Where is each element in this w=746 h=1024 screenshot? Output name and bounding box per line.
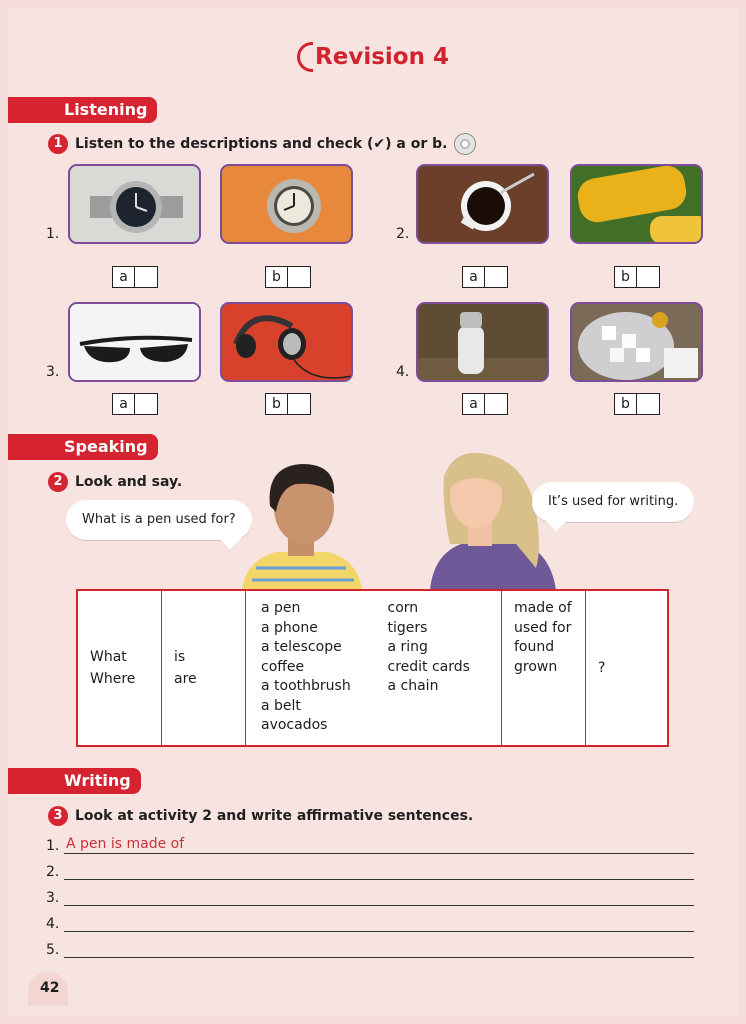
photo-sunglasses — [68, 302, 201, 382]
item-number-1: 1. — [46, 226, 60, 242]
table-cell: avocados — [261, 717, 328, 733]
writing-line-2 — [46, 862, 694, 880]
table-cell: corn — [387, 600, 419, 616]
activity2-text: Look and say. — [75, 474, 183, 490]
option-b-2[interactable] — [614, 266, 660, 288]
checkbox[interactable] — [637, 267, 659, 287]
table-col-participle — [502, 591, 586, 745]
answer-line[interactable] — [64, 888, 694, 906]
option-label: b — [266, 267, 288, 287]
table-cell: made of — [514, 600, 572, 616]
table-cell: are — [174, 671, 197, 687]
item-number-4: 4. — [396, 364, 410, 380]
line-number: 1. — [46, 838, 60, 854]
line-number: 5. — [46, 942, 60, 958]
speaking-kids-photo — [236, 448, 566, 590]
activity2-instruction — [48, 472, 182, 492]
photo-headphones — [220, 302, 353, 382]
table-cell: a pen — [261, 600, 301, 616]
table-cell: a toothbrush — [261, 678, 351, 694]
item-number-2: 2. — [396, 226, 410, 242]
option-label: b — [615, 394, 637, 414]
table-col-verb — [162, 591, 246, 745]
activity3-instruction — [48, 806, 473, 826]
checkbox[interactable] — [485, 267, 507, 287]
option-label: a — [463, 267, 485, 287]
table-cell: is — [174, 649, 186, 665]
checkbox[interactable] — [288, 394, 310, 414]
table-cell: found — [514, 639, 555, 655]
option-label: b — [266, 394, 288, 414]
section-tab-writing: Writing — [8, 768, 141, 794]
photo-sugar-cubes — [570, 302, 703, 382]
line-number: 2. — [46, 864, 60, 880]
table-cell: a ring — [387, 639, 428, 655]
speech-bubble-question: What is a pen used for? — [66, 500, 252, 540]
example-answer: A pen is made of — [66, 836, 185, 852]
table-cell: grown — [514, 658, 558, 675]
option-a-2[interactable] — [462, 266, 508, 288]
activity3-text: Look at activity 2 and write affirmative sentences. — [75, 808, 474, 824]
checkbox[interactable] — [135, 267, 157, 287]
table-col-nouns — [246, 591, 502, 745]
option-label: a — [113, 267, 135, 287]
table-cell: credit cards — [387, 658, 470, 675]
activity1-text: Listen to the descriptions and check (✔) a or b. — [75, 136, 448, 152]
option-b-4[interactable] — [614, 393, 660, 415]
option-label: a — [463, 394, 485, 414]
table-cell: a phone — [261, 619, 318, 636]
writing-line-3 — [46, 888, 694, 906]
activity-number-badge: 2 — [48, 472, 68, 492]
page-number: 42 — [28, 972, 68, 1006]
option-b-3[interactable] — [265, 393, 311, 415]
option-a-3[interactable] — [112, 393, 158, 415]
speech-bubble-answer: It’s used for writing. — [532, 482, 694, 522]
section-tab-speaking: Speaking — [8, 434, 158, 460]
activity1-instruction — [48, 133, 476, 155]
substitution-table — [76, 589, 669, 747]
option-label: b — [615, 267, 637, 287]
option-a-1[interactable] — [112, 266, 158, 288]
activity-number-badge: 3 — [48, 806, 68, 826]
option-a-4[interactable] — [462, 393, 508, 415]
page-title: Revision 4 — [0, 42, 746, 72]
photo-wristwatch — [68, 164, 201, 244]
answer-line[interactable] — [64, 914, 694, 932]
table-cell: coffee — [261, 658, 305, 675]
line-number: 3. — [46, 890, 60, 906]
nouns-list-1 — [246, 599, 374, 745]
table-cell: tigers — [387, 619, 428, 636]
answer-line[interactable] — [64, 940, 694, 958]
table-cell: a telescope — [261, 639, 342, 655]
nouns-list-2 — [374, 599, 502, 745]
table-cell: a belt — [261, 697, 301, 714]
table-col-question-mark — [586, 591, 667, 745]
table-cell: ? — [598, 660, 606, 676]
photo-corn — [570, 164, 703, 244]
photo-salt-shaker — [416, 302, 549, 382]
table-cell: What — [90, 649, 127, 665]
table-cell: used for — [514, 619, 572, 636]
checkbox[interactable] — [637, 394, 659, 414]
item-number-3: 3. — [46, 364, 60, 380]
table-cell: a chain — [387, 678, 439, 694]
checkbox[interactable] — [135, 394, 157, 414]
activity-number-badge: 1 — [48, 134, 68, 154]
answer-line[interactable] — [64, 836, 694, 854]
line-number: 4. — [46, 916, 60, 932]
answer-line[interactable] — [64, 862, 694, 880]
photo-wall-clock — [220, 164, 353, 244]
table-col-question-word — [78, 591, 162, 745]
option-b-1[interactable] — [265, 266, 311, 288]
table-cell: Where — [90, 671, 136, 687]
option-label: a — [113, 394, 135, 414]
section-tab-listening: Listening — [8, 97, 157, 123]
photo-coffee-cup — [416, 164, 549, 244]
writing-line-1 — [46, 836, 694, 854]
writing-line-4 — [46, 914, 694, 932]
checkbox[interactable] — [485, 394, 507, 414]
title-swoosh-decoration — [297, 42, 313, 72]
writing-line-5 — [46, 940, 694, 958]
cd-icon[interactable] — [454, 133, 476, 155]
checkbox[interactable] — [288, 267, 310, 287]
